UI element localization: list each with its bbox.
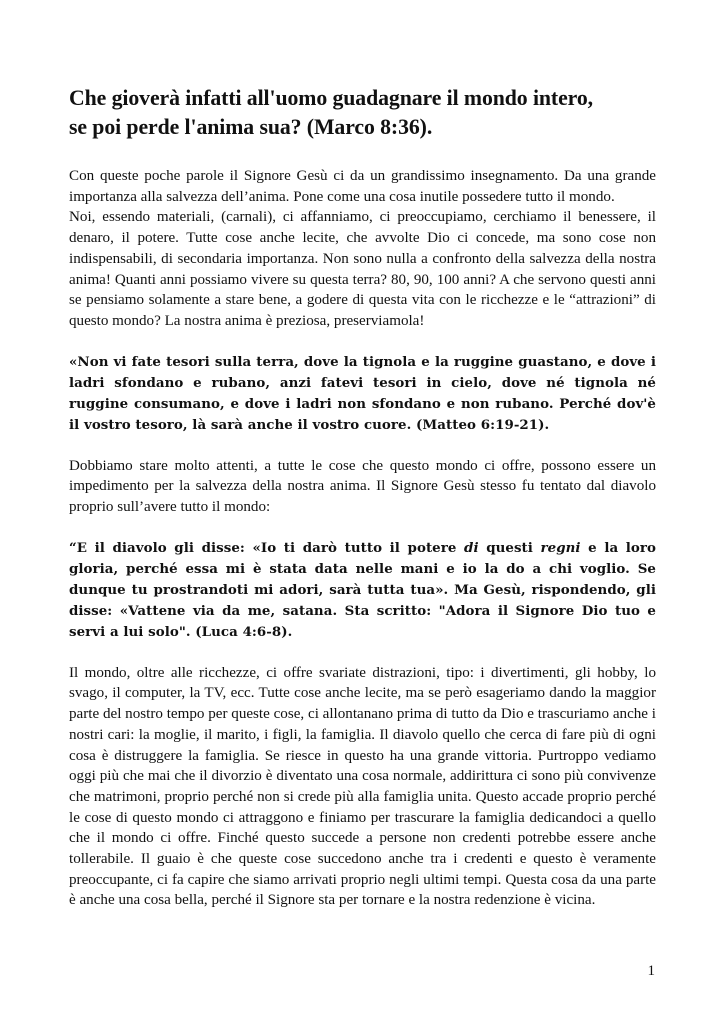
quote-part-b: questi bbox=[478, 539, 541, 556]
body-paragraph-1: Noi, essendo materiali, (carnali), ci affanniamo, ci preoccupiamo, cerchiamo il benessere, il denaro, il potere. Tutte cose anche lecite, che avvolte Dio ci concede, ma sono cose non indispensabili, di secondaria importanza. Non sono nulla a confronto della salvezza della nostra anima! Quanti anni possiamo vivere su questa terra? 80, 90, 100 anni? A che servono questi anni se pensiamo solamente a stare bene, a godere di questa vita con le ricchezze e le “attrazioni” di questo mondo? La nostra anima è preziosa, preserviamola! bbox=[69, 209, 656, 329]
document-page bbox=[69, 84, 656, 911]
title-line-2: se poi perde l'anima sua? (Marco 8:36). bbox=[69, 115, 433, 139]
quote-part-a: “E il diavolo gli disse: «Io ti darò tutto il potere bbox=[69, 539, 465, 556]
body-paragraph-3: Il mondo, oltre alle ricchezze, ci offre svariate distrazioni, tipo: i divertimenti, gli hobby, lo svago, il computer, la TV, ecc. Tutte cose anche lecite, ma se però esageriamo dando la maggior parte del nostro tempo per queste cose, ci allontanano prima di tutto da Dio e trascuriamo anche i nostri cari: la moglie, il marito, i figli, la famiglia. Il diavolo quello che cerca di fare più di ogni cosa è distruggere la famiglia. Se riesce in questo ha una grande vittoria. Purtroppo vediamo oggi più che mai che il divorzio è diventato una cosa normale, addirittura ci sono più convivenze che matrimoni, proprio perché non si crede più alla famiglia unita. Questo accade proprio perché le cose di questo mondo ci attraggono e finiamo per trascurare la famiglia dedicandoci a quello che il mondo ci offre. Finché questo succede a persone non credenti potrebbe essere anche tollerabile. Il guaio è che queste cose succedono anche tra i credenti e questo è veramente preoccupante, ci fa capire che siamo arrivati proprio negli ultimi tempi. Questa cosa da una parte è anche una cosa bella, perché il Signore sta per tornare e la nostra redenzione è vicina. bbox=[69, 664, 656, 909]
bible-quote-luca bbox=[69, 538, 656, 643]
quote-part-c: e la loro gloria, perché essa mi è stata data nelle mani e io la do a chi voglio. Se dunque tu prostrandoti mi adori, sarà tutta tua». Ma Gesù, rispondendo, gli disse: «Vattene via da me, satana. Sta scritto: "Adora il Signore Dio tuo e servi a lui solo". (Luca 4:6-8). bbox=[69, 539, 656, 640]
title-line-1: Che gioverà infatti all'uomo guadagnare il mondo intero, bbox=[69, 86, 593, 110]
quote-italic-di: di bbox=[464, 539, 479, 556]
bible-quote-matteo: «Non vi fate tesori sulla terra, dove la tignola e la ruggine guastano, e dove i ladri sfondano e rubano, anzi fatevi tesori in cielo, dove né tignola né ruggine consumano, e dove i ladri non sfondano e non rubano. Perché dov'è il vostro tesoro, là sarà anche il vostro cuore. (Matteo 6:19-21). bbox=[69, 353, 656, 433]
intro-paragraph: Con queste poche parole il Signore Gesù ci da un grandissimo insegnamento. Da una grande importanza alla salvezza dell’anima. Pone come una cosa inutile possedere tutto il mondo. bbox=[69, 168, 656, 205]
page-title bbox=[69, 84, 656, 142]
quote-italic-regni: regni bbox=[540, 539, 581, 556]
body-paragraph-2: Dobbiamo stare molto attenti, a tutte le cose che questo mondo ci offre, possono essere un impedimento per la salvezza della nostra anima. Il Signore Gesù stesso fu tentato dal diavolo proprio sull’avere tutto il mondo: bbox=[69, 457, 656, 516]
page-number: 1 bbox=[647, 963, 655, 979]
